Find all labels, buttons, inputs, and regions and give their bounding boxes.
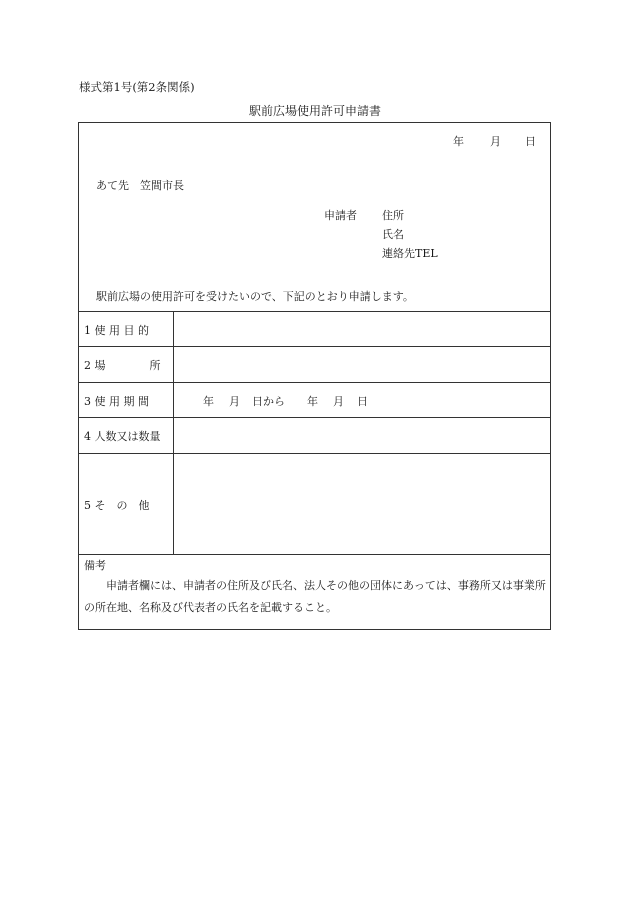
date-year-label: 年 xyxy=(453,135,464,148)
addressee: あて先 笠間市長 xyxy=(96,179,184,192)
period-to-day: 日 xyxy=(357,395,368,408)
period-from-month: 月 xyxy=(229,395,240,408)
date-month-label: 月 xyxy=(490,135,501,148)
row-label-period: 3 使 用 期 間 xyxy=(84,395,149,408)
divider xyxy=(79,311,550,312)
row-label-location: 2 場 所 xyxy=(84,359,161,372)
application-form xyxy=(78,122,551,630)
applicant-name-label: 氏名 xyxy=(382,228,404,241)
divider xyxy=(79,453,550,454)
date-day-label: 日 xyxy=(525,135,536,148)
period-from-year: 年 xyxy=(203,395,214,408)
applicant-address-label: 住所 xyxy=(382,209,404,222)
document-title: 駅前広場使用許可申請書 xyxy=(248,104,381,118)
applicant-contact-label: 連絡先TEL xyxy=(382,247,438,260)
divider xyxy=(79,382,550,383)
form-number: 様式第1号(第2条関係) xyxy=(79,80,195,94)
notes-title: 備考 xyxy=(84,559,106,572)
period-to-month: 月 xyxy=(333,395,344,408)
notes-body: 申請者欄には、申請者の住所及び氏名、法人その他の団体にあっては、事務所又は事業所の所在地、名称及び代表者の氏名を記載すること。 xyxy=(84,579,546,614)
row-label-purpose: 1 使 用 目 的 xyxy=(84,324,149,337)
row-label-other: 5 そ の 他 xyxy=(84,499,150,512)
column-divider xyxy=(173,311,174,554)
divider xyxy=(79,554,550,555)
request-statement: 駅前広場の使用許可を受けたいので、下記のとおり申請します。 xyxy=(96,290,414,303)
row-label-quantity: 4 人数又は数量 xyxy=(84,430,161,443)
period-to-year: 年 xyxy=(307,395,318,408)
divider xyxy=(79,417,550,418)
divider xyxy=(79,346,550,347)
period-from-day: 日から xyxy=(252,395,285,408)
applicant-label: 申請者 xyxy=(324,209,357,222)
